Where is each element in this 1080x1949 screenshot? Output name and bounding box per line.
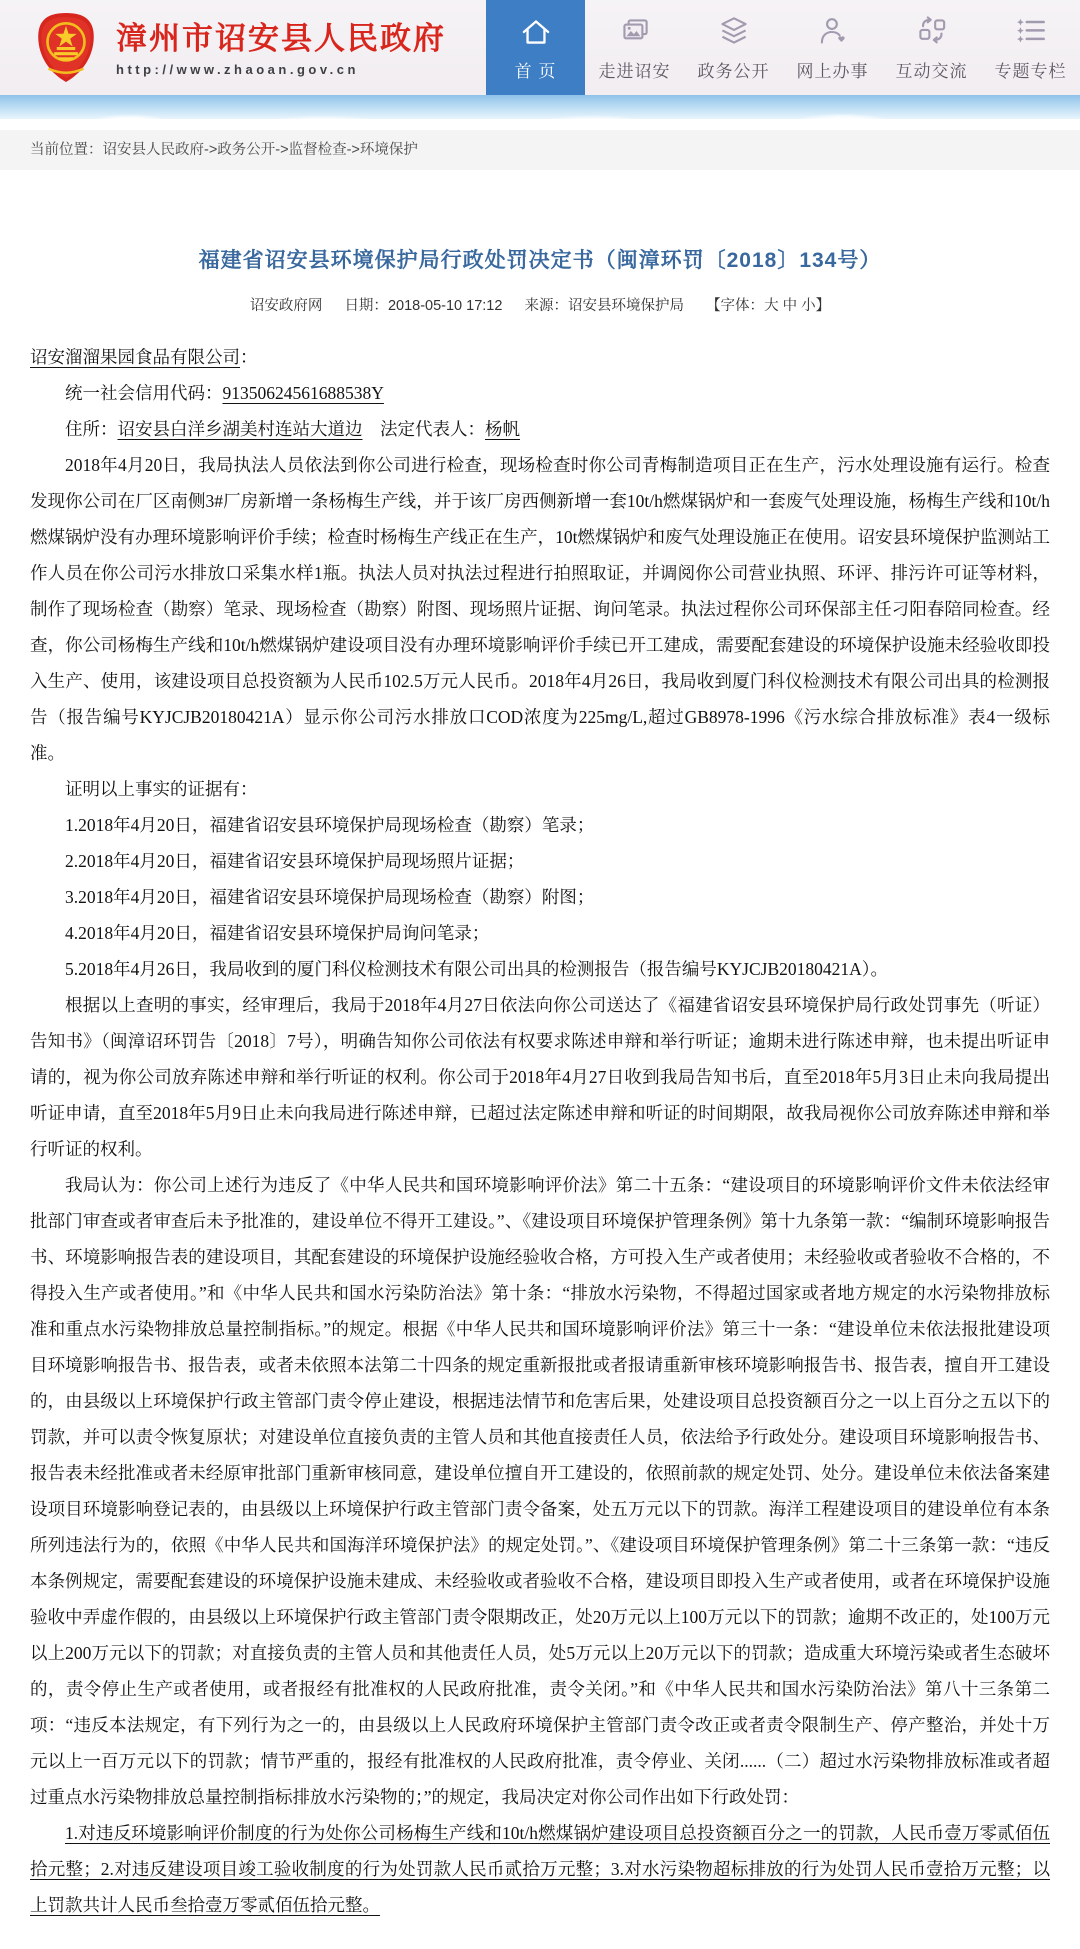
nav-label: 首 页 <box>514 62 557 81</box>
breadcrumb <box>0 130 1080 170</box>
document-paragraph <box>30 843 1050 879</box>
nav-label: 网上办事 <box>796 62 869 81</box>
home-icon <box>517 13 555 51</box>
list-icon <box>1012 13 1050 51</box>
text-segment: 法定代表人： <box>362 419 485 439</box>
document-paragraph <box>30 1815 1050 1923</box>
text-segment: ： <box>240 347 258 367</box>
article-meta <box>30 294 1050 315</box>
document-paragraph <box>30 411 1050 447</box>
nav-item-gov-info[interactable] <box>684 0 783 95</box>
document-paragraph <box>30 987 1050 1167</box>
meta-date-label: 日期： <box>344 298 388 314</box>
font-size-small-button[interactable]: 小 <box>801 298 816 314</box>
site-brand[interactable] <box>0 11 446 85</box>
page-title: 福建省诏安县环境保护局行政处罚决定书（闽漳环罚〔2018〕134号） <box>198 249 882 272</box>
meta-source: 诏安县环境保护局 <box>568 298 684 314</box>
document-paragraph <box>30 879 1050 915</box>
text-segment: 根据以上查明的事实，经审理后，我局于2018年4月27日依法向你公司送达了《福建省诏安县环境保护局行政处罚事先（听证）告知书》（闽漳诏环罚告〔2018〕7号），明确告知你公司依法有权要求陈述申辩和举行听证；逾期未进行陈述申辩，也未提出听证申请的，视为你公司放弃陈述申辩和举行听证的权利。你公司于2018年4月27日收到我局告知书后，直至2018年5月3日止未向我局提出听证申请，直至2018年5月9日止未向我局进行陈述申辩，已超过法定陈述申辩和听证的时间期限，故我局视你公司放弃陈述申辩和举行听证的权利。 <box>30 995 1050 1159</box>
nav-label: 走进诏安 <box>598 62 671 81</box>
text-segment: 统一社会信用代码： <box>65 383 223 403</box>
document-paragraph <box>30 375 1050 411</box>
document-paragraph <box>30 951 1050 987</box>
breadcrumb-label: 当前位置： <box>30 142 103 158</box>
meta-source-label: 来源： <box>524 298 568 314</box>
document-paragraph <box>30 771 1050 807</box>
document-paragraph <box>30 1167 1050 1815</box>
text-segment: 1.对违反环境影响评价制度的行为处你公司杨梅生产线和10t/h燃煤锅炉建设项目总投资额百分之一的罚款，人民币壹万零贰佰伍拾元整；2.对违反建设项目竣工验收制度的行为处罚款人民币贰拾万元整；3.对水污染物超标排放的行为处罚人民币壹拾万元整；以上罚款共计人民币叁拾壹万零贰佰伍拾元整。 <box>30 1823 1050 1915</box>
layers-icon <box>715 13 753 51</box>
text-segment: 住所： <box>65 419 118 439</box>
text-segment: 2.2018年4月20日，福建省诏安县环境保护局现场照片证据； <box>65 851 525 871</box>
font-size-medium-button[interactable]: 中 <box>782 298 798 314</box>
main-nav <box>486 0 1080 95</box>
font-size-large-button[interactable]: 大 <box>764 298 779 314</box>
meta-site: 诏安政府网 <box>249 298 323 314</box>
meta-date: 2018-05-10 17:12 <box>387 298 503 314</box>
nav-label: 专题专栏 <box>994 62 1067 81</box>
sync-icon <box>913 13 951 51</box>
text-segment: 2018年4月20日，我局执法人员依法到你公司进行检查，现场检查时你公司青梅制造项目正在生产，污水处理设施有运行。检查发现你公司在厂区南侧3#厂房新增一条杨梅生产线，并于该厂房西侧新增一套10t/h燃煤锅炉和一套废气处理设施，杨梅生产线和10t/h燃煤锅炉没有办理环境影响评价手续；检查时杨梅生产线正在生产，10t燃煤锅炉和废气处理设施正在使用。诏安县环境保护监测站工作人员在你公司污水排放口采集水样1瓶。执法人员对执法过程进行拍照取证，并调阅你公司营业执照、环评、排污许可证等材料，制作了现场检查（勘察）笔录、现场检查（勘察）附图、现场照片证据、询问笔录。执法过程你公司环保部主任刁阳春陪同检查。经查，你公司杨梅生产线和10t/h燃煤锅炉建设项目没有办理环境影响评价手续已开工建成，需要配套建设的环境保护设施未经验收即投入生产、使用，该建设项目总投资额为人民币102.5万元人民币。2018年4月26日，我局收到厦门科仪检测技术有限公司出具的检测报告（报告编号KYJCJB20180421A）显示你公司污水排放口COD浓度为225mg/L,超过GB8978-1996《污水综合排放标准》表4一级标准。 <box>30 455 1050 763</box>
nav-item-special-topics[interactable] <box>981 0 1080 95</box>
text-segment: 91350624561688538Y <box>222 383 384 403</box>
font-size-prefix: 【字体： <box>706 298 765 314</box>
document-paragraph <box>30 339 1050 375</box>
document-paragraph <box>30 807 1050 843</box>
nav-item-interaction[interactable] <box>882 0 981 95</box>
nav-item-about[interactable] <box>585 0 684 95</box>
text-segment: 证明以上事实的证据有： <box>65 779 258 799</box>
breadcrumb-path[interactable]: 诏安县人民政府->政务公开->监督检查->环境保护 <box>102 142 418 158</box>
text-segment: 诏安县白洋乡湖美村连站大道边 <box>117 419 363 439</box>
article <box>0 244 1080 1949</box>
person-icon <box>814 13 852 51</box>
nav-item-online-services[interactable] <box>783 0 882 95</box>
nav-label: 互动交流 <box>895 62 968 81</box>
national-emblem-logo <box>30 11 102 85</box>
text-segment: 诏安溜溜果园食品有限公司 <box>30 347 240 367</box>
sky-banner <box>0 95 1080 119</box>
document-paragraph <box>30 915 1050 951</box>
font-size-suffix: 】 <box>815 298 831 314</box>
text-segment: 杨帆 <box>485 419 520 439</box>
text-segment: 5.2018年4月26日，我局收到的厦门科仪检测技术有限公司出具的检测报告（报告编号KYJCJB20180421A）。 <box>65 959 889 979</box>
text-segment: 4.2018年4月20日，福建省诏安县环境保护局询问笔录； <box>65 923 490 943</box>
document-body <box>30 339 1050 1923</box>
site-name: 漳州市诏安县人民政府 <box>116 20 446 56</box>
nav-item-home[interactable] <box>486 0 585 95</box>
brand-text <box>116 18 446 77</box>
text-segment: 我局认为：你公司上述行为违反了《中华人民共和国环境影响评价法》第二十五条：“建设项目的环境影响评价文件未依法经审批部门审查或者审查后未予批准的，建设单位不得开工建设。”、《建设项目环境保护管理条例》第十九条第一款：“编制环境影响报告书、环境影响报告表的建设项目，其配套建设的环境保护设施经验收合格，方可投入生产或者使用；未经验收或者验收不合格的，不得投入生产或者使用。”和《中华人民共和国水污染防治法》第十条：“排放水污染物，不得超过国家或者地方规定的水污染物排放标准和重点水污染物排放总量控制指标。”的规定。根据《中华人民共和国环境影响评价法》第三十一条：“建设单位未依法报批建设项目环境影响报告书、报告表，或者未依照本法第二十四条的规定重新报批或者报请重新审核环境影响报告书、报告表，擅自开工建设的，由县级以上环境保护行政主管部门责令停止建设，根据违法情节和危害后果，处建设项目总投资额百分之一以上百分之五以下的罚款，并可以责令恢复原状；对建设单位直接负责的主管人员和其他直接责任人员，依法给予行政处分。建设项目环境影响报告书、报告表未经批准或者未经原审批部门重新审核同意，建设单位擅自开工建设的，依照前款的规定处罚、处分。建设单位未依法备案建设项目环境影响登记表的，由县级以上环境保护行政主管部门责令备案，处五万元以下的罚款。海洋工程建设项目的建设单位有本条所列违法行为的，依照《中华人民共和国海洋环境保护法》的规定处罚。”、《建设项目环境保护管理条例》第二十三条第一款：“违反本条例规定，需要配套建设的环境保护设施未建成、未经验收或者验收不合格，建设项目即投入生产或者使用，或者在环境保护设施验收中弄虚作假的，由县级以上环境保护行政主管部门责令限期改正，处20万元以上100万元以下的罚款；逾期不改正的，处100万元以上200万元以下的罚款；对直接负责的主管人员和其他责任人员，处5万元以上20万元以下的罚款；造成重大环境污染或者生态破坏的，责令停止生产或者使用，或者报经有批准权的人民政府批准，责令关闭。”和《中华人民共和国水污染防治法》第八十三条第二项：“违反本法规定，有下列行为之一的，由县级以上人民政府环境保护主管部门责令改正或者责令限制生产、停产整治，并处十万元以上一百万元以下的罚款；情节严重的，报经有批准权的人民政府批准，责令停业、关闭......（二）超过水污染物排放标准或者超过重点水污染物排放总量控制指标排放水污染物的；”的规定，我局决定对你公司作出如下行政处罚： <box>30 1175 1050 1807</box>
photos-icon <box>616 13 654 51</box>
site-header <box>0 0 1080 95</box>
site-url: http://www.zhaoan.gov.cn <box>116 62 359 78</box>
nav-label: 政务公开 <box>697 62 770 81</box>
text-segment: 3.2018年4月20日，福建省诏安县环境保护局现场检查（勘察）附图； <box>65 887 595 907</box>
document-paragraph <box>30 447 1050 771</box>
text-segment: 1.2018年4月20日，福建省诏安县环境保护局现场检查（勘察）笔录； <box>65 815 595 835</box>
